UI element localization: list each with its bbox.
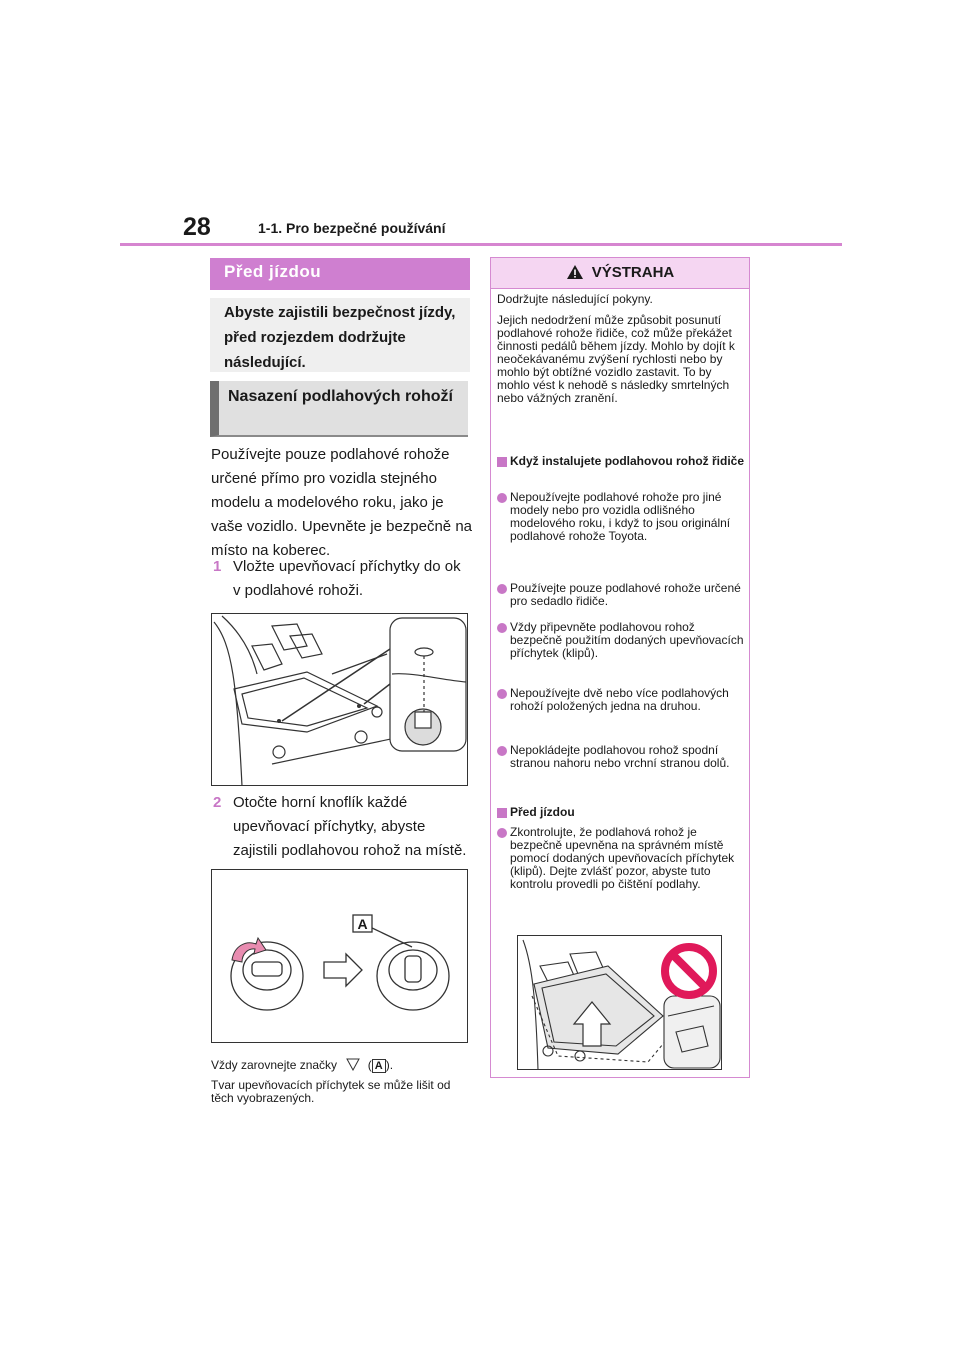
figure-floor-mat-clips xyxy=(211,613,468,786)
warning-title: VÝSTRAHA xyxy=(591,264,675,281)
figure-clip-rotation xyxy=(211,869,468,1043)
bullet-text: Nepoužívejte dvě nebo více podlahových rohoží položených jedna na druhou. xyxy=(510,686,729,713)
bullet-dot-icon xyxy=(497,584,507,594)
bullet-dot-icon xyxy=(497,689,507,699)
bullet-text: Nepokládejte podlahovou rohož spodní stranou nahoru nebo vrchní stranou dolů. xyxy=(510,743,730,770)
triangle-mark-icon xyxy=(346,1058,360,1071)
label-a: A xyxy=(357,916,368,932)
chapter-title: 1-1. Pro bezpečné používání xyxy=(258,220,446,236)
warning-p1: Dodržujte následující pokyny. xyxy=(497,292,653,306)
header-rule xyxy=(120,243,842,246)
warning-bullet-4 xyxy=(497,687,745,713)
heading-text: Když instalujete podlahovou rohož řidiče xyxy=(510,454,745,468)
heading-text: Před jízdou xyxy=(510,805,575,819)
bullet-text: Vždy připevněte podlahovou rohož bezpečně použitím dodaných upevňovacích příchytek (klipů). xyxy=(510,620,744,660)
caption-paren-open: ( xyxy=(367,1058,372,1072)
warning-heading-2 xyxy=(497,806,745,819)
clip-rotation-illustration xyxy=(212,870,468,1043)
bullet-dot-icon xyxy=(497,493,507,503)
caption-shape-note: Tvar upevňovacích příchytek se může lišit od těch vyobrazených. xyxy=(211,1078,451,1105)
page-number: 28 xyxy=(183,213,211,241)
warning-p2: Jejich nedodržení může způsobit posunutí podlahové rohože řidiče, což může překážet činnosti pedálů během jízdy. Mohlo by dojít k neočekávanému zvýšení rychlosti nebo by mohlo být obtížné vozidlo zastavit. To by mohlo vést k nehodě s následky smrtelných nebo vážných zranění. xyxy=(497,313,735,405)
bullet-text: Nepoužívejte podlahové rohože pro jiné modely nebo pro vozidla odlišného modelového roku, i když to jsou originální podlahové rohože Toyota. xyxy=(510,490,731,543)
square-bullet-icon xyxy=(497,457,507,467)
bullet-dot-icon xyxy=(497,828,507,838)
warning-bullet-1 xyxy=(497,491,745,543)
square-bullet-icon xyxy=(497,808,507,818)
floor-mat-illustration xyxy=(212,614,468,786)
caption-text: Vždy zarovnejte značky xyxy=(211,1058,338,1072)
figure-mat-misplaced xyxy=(517,935,722,1070)
subsection-title: Nasazení podlahových rohoží xyxy=(210,381,468,437)
intro-box: Abyste zajistili bezpečnost jízdy, před rozjezdem dodržujte následující. xyxy=(210,298,470,372)
step-number: 1 xyxy=(213,558,222,575)
bullet-dot-icon xyxy=(497,746,507,756)
warning-triangle-icon xyxy=(566,264,584,280)
bullet-text: Používejte pouze podlahové rohože určené pro sedadlo řidiče. xyxy=(510,581,741,608)
caption-paren-close: ). xyxy=(385,1058,394,1072)
body-paragraph: Používejte pouze podlahové rohože určené přímo pro vozidla stejného modelu a modelového roku, jako je vaše vozidlo. Upevněte je bezpečně na místo na koberec. xyxy=(211,446,473,559)
warning-bullet-3 xyxy=(497,621,745,660)
bullet-dot-icon xyxy=(497,623,507,633)
caption-label-box: A xyxy=(372,1059,386,1073)
step-text: Otočte horní knoflík každé upevňovací příchytky, abyste zajistili podlahovou rohož na místě. xyxy=(233,794,467,859)
warning-heading-1 xyxy=(497,455,745,468)
warning-bullet-6 xyxy=(497,826,745,891)
mat-misplaced-illustration xyxy=(518,936,722,1070)
step-1 xyxy=(213,555,471,603)
warning-header xyxy=(491,258,749,289)
warning-bullet-2 xyxy=(497,582,745,608)
bullet-text: Zkontrolujte, že podlahová rohož je bezpečně upevněna na správném místě pomocí dodaných upevňovacích příchytek (klipů). Dejte zvlášť pozor, abyste tuto kontrolu provedli po čištění podlahy. xyxy=(510,825,735,891)
step-number: 2 xyxy=(213,794,222,811)
section-title: Před jízdou xyxy=(210,258,470,290)
prohibition-icon xyxy=(665,947,713,995)
caption-align-marks xyxy=(211,1058,473,1073)
step-text: Vložte upevňovací příchytky do ok v podlahové rohoži. xyxy=(233,558,461,599)
warning-bullet-5 xyxy=(497,744,745,770)
step-2 xyxy=(213,791,471,863)
